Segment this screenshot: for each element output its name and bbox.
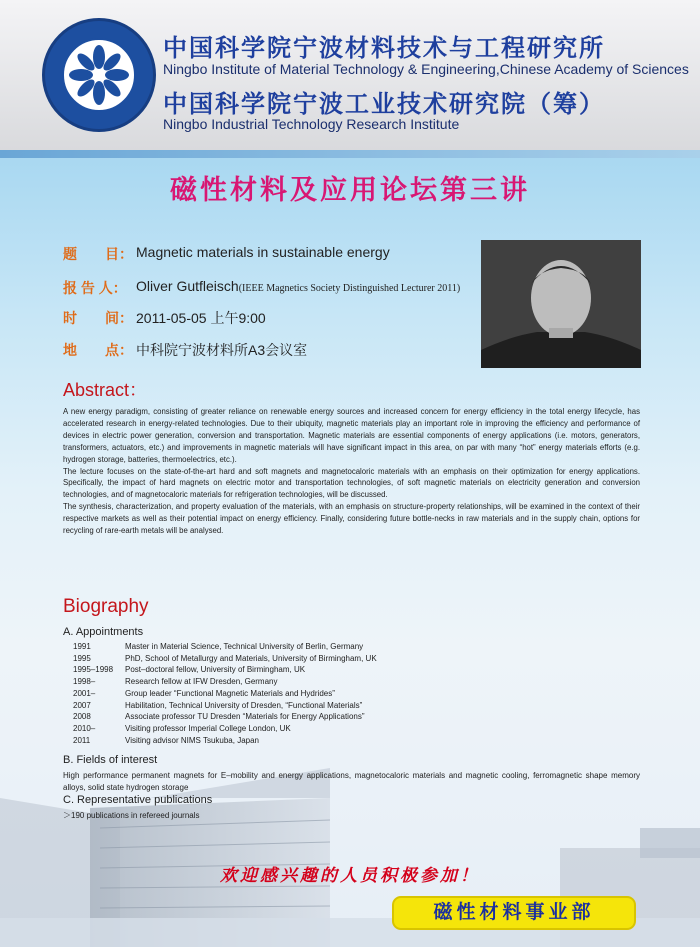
appointment-year: 1995 [73, 653, 91, 663]
research-institute-name-zh: 中国科学院宁波工业技术研究院（筹） [163, 89, 605, 118]
speaker-note: (IEEE Magnetics Society Distinguished Lecturer 2011) [238, 283, 461, 294]
research-institute-name-en: Ningbo Industrial Technology Research Institute [163, 116, 460, 132]
abstract-paragraph: The synthesis, characterization, and property evaluation of the materials, with an emphasis on structure-property relationships, will be examined in the context of their respective markets as well as their potential impact on energy efficiency. Finally, considering future bottle-necks in raw materials and in the supply chain, options for recycling of rare-earth metals will be analysed. [63, 502, 640, 536]
appointment-text: Post–doctoral fellow, University of Birmingham, UK [125, 665, 306, 675]
time-value: 2011-05-05 上午9:00 [136, 310, 266, 326]
header-divider [0, 150, 700, 158]
appointment-year: 2007 [73, 700, 91, 710]
publications-heading: C. Representative publications [63, 794, 213, 806]
abstract-body [63, 406, 640, 537]
appointment-row [73, 641, 377, 653]
appointment-text: Associate professor TU Dresden “Materials for Energy Applications” [125, 712, 365, 722]
appointment-year: 1998– [73, 677, 96, 687]
department-badge: 磁性材料事业部 [392, 896, 636, 930]
header-banner [0, 0, 700, 150]
appointment-year: 2001– [73, 688, 96, 698]
appointment-year: 1995–1998 [73, 665, 114, 675]
appointments-heading: A. Appointments [63, 626, 144, 638]
appointment-row [73, 676, 377, 688]
appointment-year: 2011 [73, 735, 91, 745]
appointment-text: Visiting professor Imperial College London, UK [125, 723, 291, 733]
appointment-row [73, 735, 377, 747]
appointments-list [73, 641, 377, 746]
place-value: 中科院宁波材料所A3会议室 [136, 342, 308, 358]
appointment-row [73, 711, 377, 723]
institute-name-zh: 中国科学院宁波材料技术与工程研究所 [163, 33, 605, 62]
cas-logo-icon [42, 18, 156, 132]
appointment-text: Group leader “Functional Magnetic Materials and Hydrides” [125, 688, 335, 698]
appointment-row [73, 664, 377, 676]
speaker-value [136, 278, 460, 294]
speaker-photo [481, 240, 641, 368]
appointment-text: Research fellow at IFW Dresden, Germany [125, 677, 278, 687]
abstract-heading: Abstract： [63, 380, 148, 400]
speaker-name: Oliver Gutfleisch [136, 278, 239, 294]
time-label: 时 间： [63, 310, 133, 326]
appointment-row [73, 653, 377, 665]
topic-label: 题 目： [63, 246, 133, 262]
appointment-year: 2010– [73, 723, 96, 733]
institute-name-en: Ningbo Institute of Material Technology & Engineering,Chinese Academy of Sciences [163, 61, 689, 77]
appointment-text: Habilitation, Technical University of Dresden, “Functional Materials” [125, 700, 363, 710]
abstract-paragraph: The lecture focuses on the state-of-the-art hard and soft magnets and magnetocaloric materials with an emphasis on their optimization for energy applications. Specifically, the impact of hard magnets on electric motor and transportation technologies, of soft magnetic materials on electricity generation and conversion technologies, and of magnetocaloric materials for refrigeration technologies, will be discussed. [63, 466, 640, 500]
forum-title: 磁性材料及应用论坛第三讲 [170, 175, 530, 206]
appointment-text: Visiting advisor NIMS Tsukuba, Japan [125, 735, 259, 745]
publications-text: ＞190 publications in refereed journals [63, 811, 200, 820]
appointment-text: PhD, School of Metallurgy and Materials, University of Birmingham, UK [125, 653, 377, 663]
fields-heading: B. Fields of interest [63, 754, 158, 766]
topic-value: Magnetic materials in sustainable energy [136, 244, 390, 260]
appointment-row [73, 723, 377, 735]
appointment-year: 1991 [73, 642, 91, 651]
place-label: 地 点： [63, 342, 133, 358]
appointment-row [73, 688, 377, 700]
speaker-label: 报 告 人： [63, 280, 127, 296]
appointment-text: Master in Material Science, Technical University of Berlin, Germany [125, 642, 364, 651]
appointment-row [73, 700, 377, 712]
fields-text: High performance permanent magnets for E–mobility and energy applications, magnetocaloric materials and magnetic cooling, ferromagnetic shape memory alloys, solid state hydrogen storage [63, 771, 640, 792]
abstract-paragraph: A new energy paradigm, consisting of greater reliance on renewable energy sources and increased concern for energy efficiency in the total energy lifecycle, has accelerated research in energy-related technologies. Due to their ubiquity, magnetic materials play an important role in improving the efficiency and performance of devices in electric power generation, conversion and transportation. Magnetic materials are essential components of energy applications (i.e. motors, generators, transformers, actuators, etc.) and improvements in magnetic materials will have significant impact in this area, on par with many “hot” energy materials efforts (e.g. hydrogen storage, batteries, thermoelectrics, etc.). [63, 407, 640, 464]
appointment-year: 2008 [73, 712, 91, 722]
welcome-banner: 欢迎感兴趣的人员积极参加！ [220, 866, 480, 886]
biography-heading: Biography [63, 596, 149, 617]
